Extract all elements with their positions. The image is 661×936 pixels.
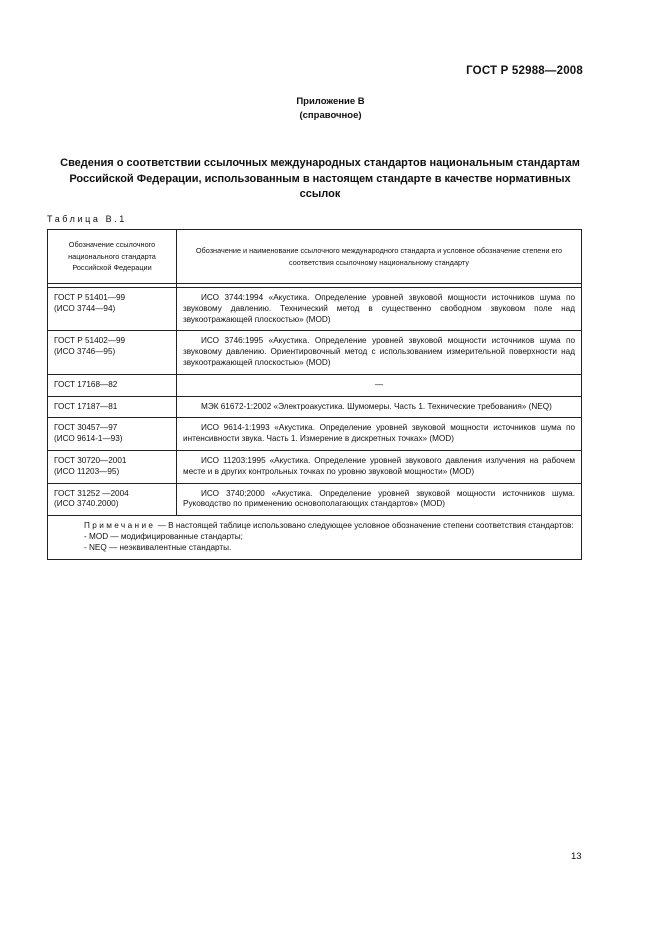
column-header-national: Обозначение ссылочного национального стандарта Российской Федерации bbox=[48, 230, 177, 284]
table-row bbox=[48, 374, 582, 396]
appendix-heading bbox=[0, 95, 661, 123]
page-number: 13 bbox=[571, 851, 582, 862]
international-standard-cell: ИСО 3746:1995 «Акустика. Определение уровней звуковой мощности источников шума по звуковому давлению. Ориентировочный метод с использованием измерительной поверхности над звукоотражающей плоскостью» (MOD) bbox=[177, 331, 582, 374]
national-standard-cell bbox=[48, 483, 177, 516]
table-row bbox=[48, 483, 582, 516]
table-header-row bbox=[48, 230, 582, 284]
national-standard-cell bbox=[48, 418, 177, 451]
international-standard-cell: — bbox=[177, 374, 582, 396]
national-standard-designation: ГОСТ 17168—82 bbox=[54, 379, 118, 389]
international-standard-cell: ИСО 11203:1995 «Акустика. Определение уровней звукового давления излучения на рабочем месте и в других контрольных точках по уровню звуковой мощности» (MOD) bbox=[177, 450, 582, 483]
national-standard-designation: (ИСО 3740.2000) bbox=[54, 499, 119, 509]
note-label: Примечание bbox=[84, 521, 156, 531]
international-standard-cell: ИСО 3740:2000 «Акустика. Определение уровней звуковой мощности источников шума. Руководство по применению основополагающих стандартов» (MOD) bbox=[177, 483, 582, 516]
national-standard-designation: ГОСТ 30457—97 bbox=[54, 423, 118, 433]
table-row bbox=[48, 418, 582, 451]
table-row bbox=[48, 331, 582, 374]
standard-code: ГОСТ Р 52988—2008 bbox=[466, 65, 583, 77]
national-standard-designation: ГОСТ 17187—81 bbox=[54, 401, 118, 411]
note-item: - MOD — модифицированные стандарты; bbox=[84, 531, 243, 541]
appendix-title: Приложение В bbox=[296, 96, 365, 107]
document-title: Сведения о соответствии ссылочных международных стандартов национальным стандартам Российской Федерации, использованным в настоящем стандарте в качестве нормативных ссылок bbox=[60, 157, 580, 200]
national-standard-designation: (ИСО 9614-1—93) bbox=[54, 434, 123, 444]
reference-standards-table bbox=[47, 229, 582, 560]
note-text bbox=[54, 521, 575, 532]
international-standard-cell: МЭК 61672-1:2002 «Электроакустика. Шумомеры. Часть 1. Технические требования» (NEQ) bbox=[177, 396, 582, 418]
column-header-international: Обозначение и наименование ссылочного международного стандарта и условное обозначение степени его соответствия ссылочному национальному стандарту bbox=[177, 230, 582, 284]
table-note bbox=[48, 516, 582, 559]
national-standard-cell bbox=[48, 396, 177, 418]
appendix-subtitle: (справочное) bbox=[299, 110, 362, 121]
national-standard-designation: ГОСТ 30720—2001 bbox=[54, 455, 127, 465]
national-standard-cell bbox=[48, 331, 177, 374]
national-standard-cell bbox=[48, 374, 177, 396]
national-standard-designation: ГОСТ Р 51401—99 bbox=[54, 293, 126, 302]
note-item: - NEQ — неэквивалентные стандарты. bbox=[84, 542, 232, 552]
national-standard-designation: (ИСО 11203—95) bbox=[54, 466, 120, 476]
international-standard-cell: ИСО 3744:1994 «Акустика. Определение уровней звуковой мощности источников шума по звуковому давлению. Технический метод в существенно свободном звуковом поле над звукоотражающей плоскостью» (MOD) bbox=[177, 288, 582, 331]
national-standard-designation: ГОСТ 31252 —2004 bbox=[54, 488, 129, 498]
table-row bbox=[48, 450, 582, 483]
national-standard-designation: (ИСО 3744—94) bbox=[54, 303, 116, 313]
national-standard-cell bbox=[48, 450, 177, 483]
international-standard-cell: ИСО 9614-1:1993 «Акустика. Определение уровней звуковой мощности источников шума по интенсивности звука. Часть 1. Измерение в дискретных точках» (MOD) bbox=[177, 418, 582, 451]
national-standard-cell bbox=[48, 288, 177, 331]
national-standard-designation: ГОСТ Р 51402—99 bbox=[54, 336, 126, 346]
note-body: — В настоящей таблице использовано следующее условное обозначение степени соответствия стандартов: bbox=[155, 521, 574, 531]
table-row bbox=[48, 396, 582, 418]
table-caption: Таблица В.1 bbox=[47, 214, 127, 224]
note-row bbox=[48, 516, 582, 559]
table-row bbox=[48, 288, 582, 331]
national-standard-designation: (ИСО 3746—95) bbox=[54, 347, 116, 357]
